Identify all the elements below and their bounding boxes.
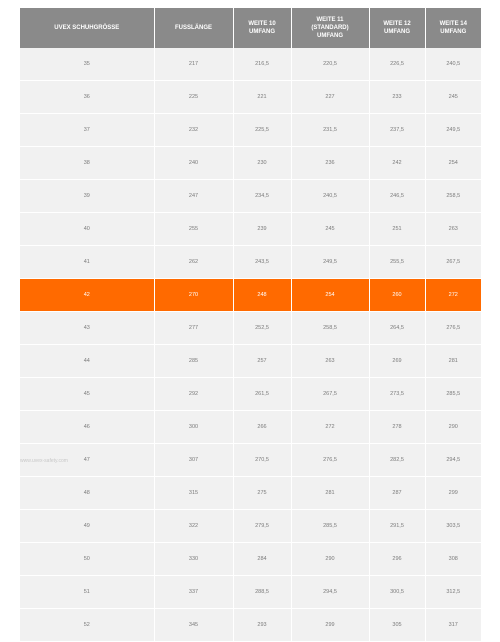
width-12-cell: 282,5 <box>369 444 425 477</box>
width-10-cell: 221 <box>233 81 291 114</box>
width-11-cell: 240,5 <box>291 180 369 213</box>
foot-length-cell: 285 <box>154 345 233 378</box>
width-10-cell: 293 <box>233 609 291 642</box>
width-12-cell: 273,5 <box>369 378 425 411</box>
column-header-line: WEITE 14 <box>439 21 467 27</box>
width-14-cell: 285,5 <box>425 378 481 411</box>
size-cell: 43 <box>20 312 154 345</box>
size-cell: 38 <box>20 147 154 180</box>
foot-length-cell: 217 <box>154 48 233 81</box>
width-14-cell: 272 <box>425 279 481 312</box>
width-10-cell: 266 <box>233 411 291 444</box>
size-cell: 50 <box>20 543 154 576</box>
column-header-line: FUSSLÄNGE <box>174 25 212 31</box>
width-11-cell: 258,5 <box>291 312 369 345</box>
width-10-cell: 279,5 <box>233 510 291 543</box>
foot-length-cell: 307 <box>154 444 233 477</box>
column-header-line: UMFANG <box>249 29 275 35</box>
width-12-cell: 226,5 <box>369 48 425 81</box>
width-12-cell: 233 <box>369 81 425 114</box>
size-cell: 42 <box>20 279 154 312</box>
foot-length-cell: 262 <box>154 246 233 279</box>
width-14-cell: 245 <box>425 81 481 114</box>
width-10-cell: 243,5 <box>233 246 291 279</box>
foot-length-cell: 255 <box>154 213 233 246</box>
width-10-cell: 230 <box>233 147 291 180</box>
size-cell: 46 <box>20 411 154 444</box>
size-cell: 52 <box>20 609 154 642</box>
size-cell: 37 <box>20 114 154 147</box>
size-cell: 51 <box>20 576 154 609</box>
size-cell: 47 <box>20 444 154 477</box>
width-10-cell: 284 <box>233 543 291 576</box>
width-12-cell: 242 <box>369 147 425 180</box>
column-header-line: UMFANG <box>384 29 410 35</box>
width-14-cell: 308 <box>425 543 481 576</box>
width-14-cell: 312,5 <box>425 576 481 609</box>
table-row <box>20 81 481 114</box>
table-row-highlighted <box>20 279 481 312</box>
width-11-cell: 254 <box>291 279 369 312</box>
header-row <box>20 8 481 48</box>
table-row <box>20 48 481 81</box>
width-14-cell: 294,5 <box>425 444 481 477</box>
foot-length-cell: 300 <box>154 411 233 444</box>
table-row <box>20 345 481 378</box>
foot-length-cell: 225 <box>154 81 233 114</box>
width-14-cell: 240,5 <box>425 48 481 81</box>
width-14-cell: 249,5 <box>425 114 481 147</box>
size-cell: 45 <box>20 378 154 411</box>
size-table <box>20 8 481 642</box>
width-10-cell: 225,5 <box>233 114 291 147</box>
width-12-cell: 246,5 <box>369 180 425 213</box>
width-14-cell: 276,5 <box>425 312 481 345</box>
column-header-width-12 <box>369 8 425 48</box>
table-row <box>20 543 481 576</box>
table-row <box>20 510 481 543</box>
width-12-cell: 269 <box>369 345 425 378</box>
column-header-line: WEITE 10 <box>248 21 276 27</box>
width-14-cell: 299 <box>425 477 481 510</box>
table-row <box>20 411 481 444</box>
width-14-cell: 317 <box>425 609 481 642</box>
width-12-cell: 296 <box>369 543 425 576</box>
width-12-cell: 287 <box>369 477 425 510</box>
foot-length-cell: 345 <box>154 609 233 642</box>
width-11-cell: 227 <box>291 81 369 114</box>
width-12-cell: 260 <box>369 279 425 312</box>
table-body <box>20 48 481 642</box>
width-11-cell: 299 <box>291 609 369 642</box>
column-header-line: (STANDARD) <box>311 25 349 31</box>
width-12-cell: 291,5 <box>369 510 425 543</box>
foot-length-cell: 247 <box>154 180 233 213</box>
column-header-line: WEITE 11 <box>316 17 344 23</box>
column-header-width-10 <box>233 8 291 48</box>
width-10-cell: 275 <box>233 477 291 510</box>
foot-length-cell: 240 <box>154 147 233 180</box>
column-header-line: UMFANG <box>440 29 467 35</box>
table-row <box>20 609 481 642</box>
width-11-cell: 267,5 <box>291 378 369 411</box>
width-11-cell: 249,5 <box>291 246 369 279</box>
size-cell: 41 <box>20 246 154 279</box>
width-12-cell: 264,5 <box>369 312 425 345</box>
column-header-line: UMFANG <box>317 33 343 39</box>
width-11-cell: 263 <box>291 345 369 378</box>
foot-length-cell: 315 <box>154 477 233 510</box>
width-10-cell: 288,5 <box>233 576 291 609</box>
foot-length-cell: 270 <box>154 279 233 312</box>
width-12-cell: 251 <box>369 213 425 246</box>
width-11-cell: 276,5 <box>291 444 369 477</box>
width-11-cell: 294,5 <box>291 576 369 609</box>
width-11-cell: 281 <box>291 477 369 510</box>
width-14-cell: 263 <box>425 213 481 246</box>
width-12-cell: 278 <box>369 411 425 444</box>
width-10-cell: 239 <box>233 213 291 246</box>
size-cell: 39 <box>20 180 154 213</box>
width-11-cell: 231,5 <box>291 114 369 147</box>
foot-length-cell: 232 <box>154 114 233 147</box>
width-11-cell: 236 <box>291 147 369 180</box>
table-row <box>20 477 481 510</box>
table-row <box>20 312 481 345</box>
foot-length-cell: 277 <box>154 312 233 345</box>
table-row <box>20 576 481 609</box>
width-11-cell: 290 <box>291 543 369 576</box>
size-cell: 48 <box>20 477 154 510</box>
foot-length-cell: 292 <box>154 378 233 411</box>
width-14-cell: 258,5 <box>425 180 481 213</box>
width-10-cell: 261,5 <box>233 378 291 411</box>
table-row <box>20 114 481 147</box>
foot-length-cell: 322 <box>154 510 233 543</box>
width-11-cell: 245 <box>291 213 369 246</box>
width-11-cell: 220,5 <box>291 48 369 81</box>
width-14-cell: 290 <box>425 411 481 444</box>
size-cell: 35 <box>20 48 154 81</box>
size-cell: 40 <box>20 213 154 246</box>
table-row <box>20 246 481 279</box>
width-10-cell: 216,5 <box>233 48 291 81</box>
width-12-cell: 255,5 <box>369 246 425 279</box>
width-12-cell: 300,5 <box>369 576 425 609</box>
foot-length-cell: 330 <box>154 543 233 576</box>
column-header-foot-length <box>154 8 233 48</box>
width-14-cell: 281 <box>425 345 481 378</box>
width-14-cell: 254 <box>425 147 481 180</box>
width-10-cell: 234,5 <box>233 180 291 213</box>
table-row <box>20 180 481 213</box>
table-row <box>20 444 481 477</box>
column-header-width-14 <box>425 8 481 48</box>
column-header-size <box>20 8 154 48</box>
foot-length-cell: 337 <box>154 576 233 609</box>
width-14-cell: 267,5 <box>425 246 481 279</box>
size-cell: 36 <box>20 81 154 114</box>
table-row <box>20 378 481 411</box>
width-10-cell: 248 <box>233 279 291 312</box>
width-12-cell: 237,5 <box>369 114 425 147</box>
size-cell: 44 <box>20 345 154 378</box>
width-12-cell: 305 <box>369 609 425 642</box>
width-11-cell: 272 <box>291 411 369 444</box>
source-note: www.uvex-safety.com <box>20 458 68 464</box>
column-header-line: UVEX SCHUHGRÖSSE <box>54 25 120 31</box>
width-10-cell: 252,5 <box>233 312 291 345</box>
table-row <box>20 213 481 246</box>
width-10-cell: 270,5 <box>233 444 291 477</box>
width-11-cell: 285,5 <box>291 510 369 543</box>
width-14-cell: 303,5 <box>425 510 481 543</box>
width-10-cell: 257 <box>233 345 291 378</box>
size-cell: 49 <box>20 510 154 543</box>
column-header-width-11 <box>291 8 369 48</box>
table-row <box>20 147 481 180</box>
column-header-line: WEITE 12 <box>383 21 411 27</box>
